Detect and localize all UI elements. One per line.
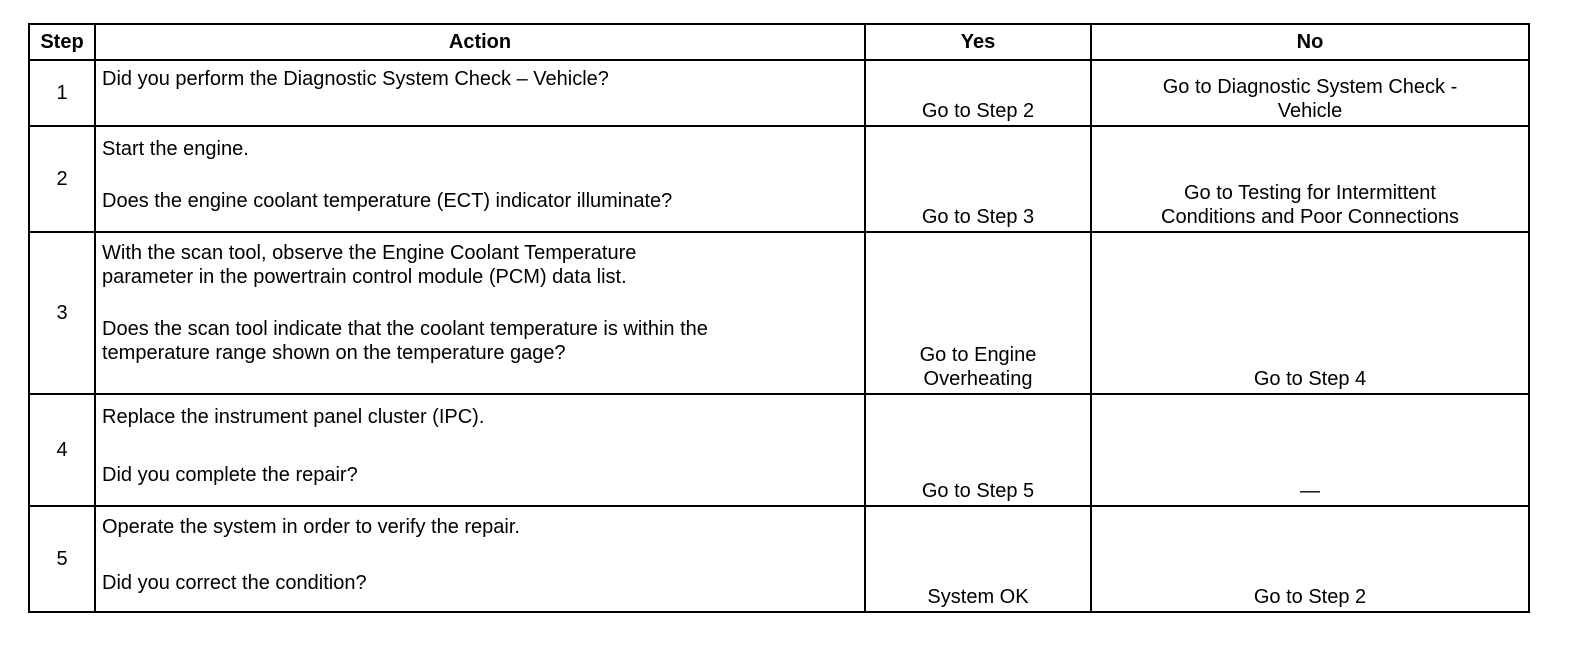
step-number: 5 [29, 506, 95, 612]
no-cell [1091, 60, 1529, 126]
no-text: Vehicle [1277, 100, 1343, 122]
step-number: 3 [29, 232, 95, 394]
header-yes: Yes [865, 24, 1091, 60]
no-text: Go to Diagnostic System Check - [1162, 76, 1458, 98]
no-text: Go to Step 4 [1253, 368, 1367, 390]
no-text: Go to Testing for Intermittent [1184, 182, 1436, 204]
action-text: With the scan tool, observe the Engine Coolant Temperature [102, 242, 637, 264]
yes-cell [865, 394, 1091, 506]
no-text: Go to Step 2 [1253, 586, 1367, 608]
yes-cell [865, 232, 1091, 394]
header-step: Step [29, 24, 95, 60]
yes-text: System OK [927, 586, 1029, 608]
action-text: Does the engine coolant temperature (ECT) indicator illuminate? [102, 190, 673, 212]
table-row [29, 60, 1529, 126]
action-text: Operate the system in order to verify the repair. [102, 516, 520, 538]
header-action: Action [95, 24, 865, 60]
table-row [29, 394, 1529, 506]
action-text: Does the scan tool indicate that the coolant temperature is within the [102, 318, 708, 340]
action-cell [95, 60, 865, 126]
table-row [29, 506, 1529, 612]
action-text: temperature range shown on the temperature gage? [102, 342, 566, 364]
action-text: Did you complete the repair? [102, 464, 358, 486]
action-text: Did you perform the Diagnostic System Check – Vehicle? [102, 68, 609, 90]
step-number: 2 [29, 126, 95, 232]
action-text: Replace the instrument panel cluster (IPC). [102, 406, 485, 428]
yes-text: Go to Step 2 [921, 100, 1035, 122]
yes-text: Go to Step 5 [921, 480, 1035, 502]
yes-cell [865, 126, 1091, 232]
step-number: 1 [29, 60, 95, 126]
action-cell [95, 232, 865, 394]
yes-text: Go to Engine [919, 344, 1037, 366]
yes-cell [865, 60, 1091, 126]
header-row [29, 24, 1529, 60]
table-row [29, 232, 1529, 394]
yes-cell [865, 506, 1091, 612]
header-no: No [1091, 24, 1529, 60]
yes-text: Overheating [923, 368, 1033, 390]
no-text: Conditions and Poor Connections [1161, 206, 1459, 228]
action-cell [95, 394, 865, 506]
no-cell [1091, 394, 1529, 506]
action-cell [95, 126, 865, 232]
step-number: 4 [29, 394, 95, 506]
action-text: parameter in the powertrain control module (PCM) data list. [102, 266, 627, 288]
action-text: Did you correct the condition? [102, 572, 367, 594]
no-cell [1091, 126, 1529, 232]
yes-text: Go to Step 3 [921, 206, 1035, 228]
table-row [29, 126, 1529, 232]
no-text: — [1300, 480, 1320, 502]
action-text: Start the engine. [102, 138, 249, 160]
no-cell [1091, 232, 1529, 394]
action-cell [95, 506, 865, 612]
no-cell [1091, 506, 1529, 612]
diagnostic-table [28, 23, 1530, 613]
